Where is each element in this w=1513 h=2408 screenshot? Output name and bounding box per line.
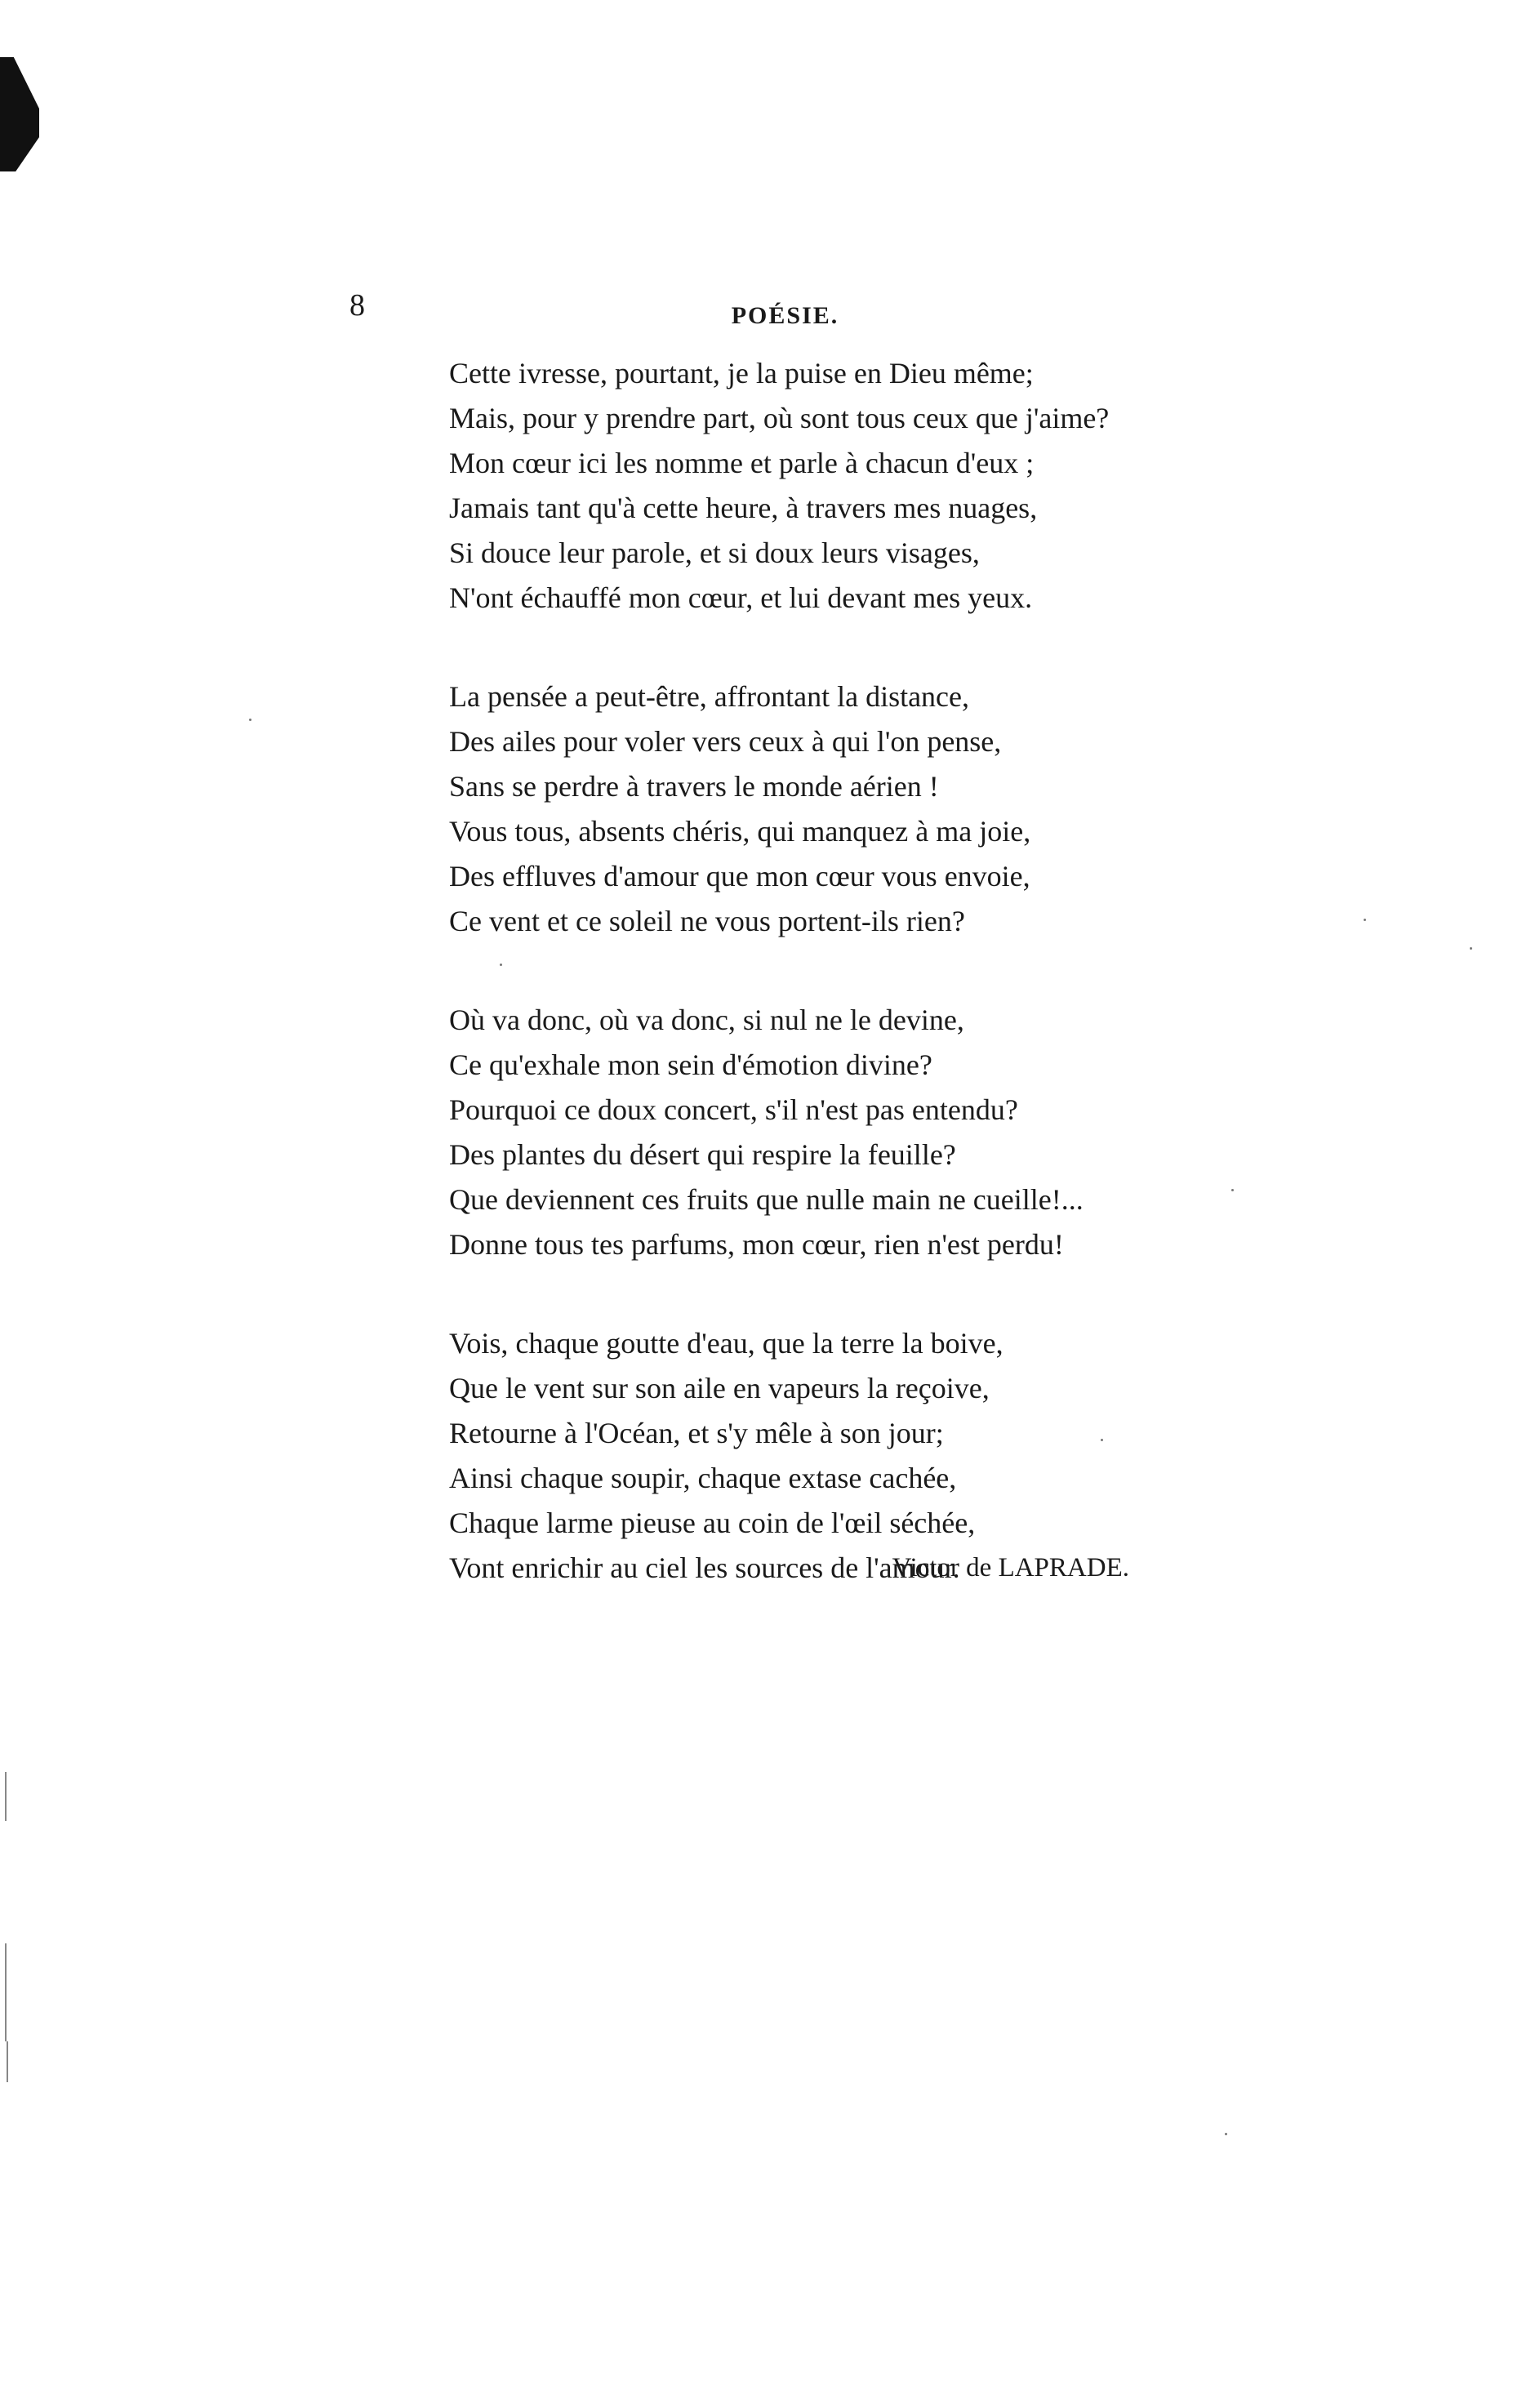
page-number: 8 [349,288,365,323]
verse-line: Où va donc, où va donc, si nul ne le devine, [449,1004,964,1036]
verse-line: Des plantes du désert qui respire la feuille? [449,1138,956,1171]
verse-line: Si douce leur parole, et si doux leurs visages, [449,536,980,569]
verse-line: Chaque larme pieuse au coin de l'œil séchée, [449,1507,976,1539]
verse-line: Ainsi chaque soupir, chaque extase cachée, [449,1462,957,1494]
verse-line: N'ont échauffé mon cœur, et lui devant mes yeux. [449,581,1033,614]
verse-line: Ce qu'exhale mon sein d'émotion divine? [449,1048,932,1081]
verse-line: Mon cœur ici les nomme et parle à chacun d'eux ; [449,447,1035,479]
verse-line: Des effluves d'amour que mon cœur vous envoie, [449,860,1030,892]
ink-speck [1470,947,1472,950]
verse-line: Des ailes pour voler vers ceux à qui l'on pense, [449,725,1002,758]
margin-mark [7,2041,8,2082]
verse-line: Vous tous, absents chéris, qui manquez à ma joie, [449,815,1031,848]
ink-speck [249,719,251,721]
verse-line: Mais, pour y prendre part, où sont tous ceux que j'aime? [449,402,1110,434]
verse-line: La pensée a peut-être, affrontant la distance, [449,680,970,713]
verse-line: Vois, chaque goutte d'eau, que la terre la boive, [449,1327,1003,1360]
verse-line: Pourquoi ce doux concert, s'il n'est pas entendu? [449,1093,1018,1126]
verse-line: Que deviennent ces fruits que nulle main ne cueille!... [449,1183,1084,1216]
ink-speck [1364,919,1366,921]
poem-body [449,351,1266,1591]
stanza [449,674,1266,944]
verse-line: Jamais tant qu'à cette heure, à travers mes nuages, [449,492,1038,524]
verse-line: Vont enrichir au ciel les sources de l'amour. [449,1551,960,1584]
verse-line: Donne tous tes parfums, mon cœur, rien n'est perdu! [449,1228,1064,1261]
verse-line: Retourne à l'Océan, et s'y mêle à son jour; [449,1417,944,1449]
author-signature: Victor de LAPRADE. [892,1553,1129,1582]
verse-line: Cette ivresse, pourtant, je la puise en Dieu même; [449,357,1034,389]
stanza [449,1321,1266,1591]
verse-line: Ce vent et ce soleil ne vous portent-ils rien? [449,905,965,937]
stanza [449,998,1266,1267]
running-head: POÉSIE. [731,302,839,329]
ink-speck [1225,2133,1227,2135]
verse-line: Sans se perdre à travers le monde aérien ! [449,770,939,803]
binding-shadow [0,57,39,171]
stanza [449,351,1266,621]
margin-mark [5,1943,7,2041]
margin-mark [5,1772,7,1821]
verse-line: Que le vent sur son aile en vapeurs la reçoive, [449,1372,990,1404]
